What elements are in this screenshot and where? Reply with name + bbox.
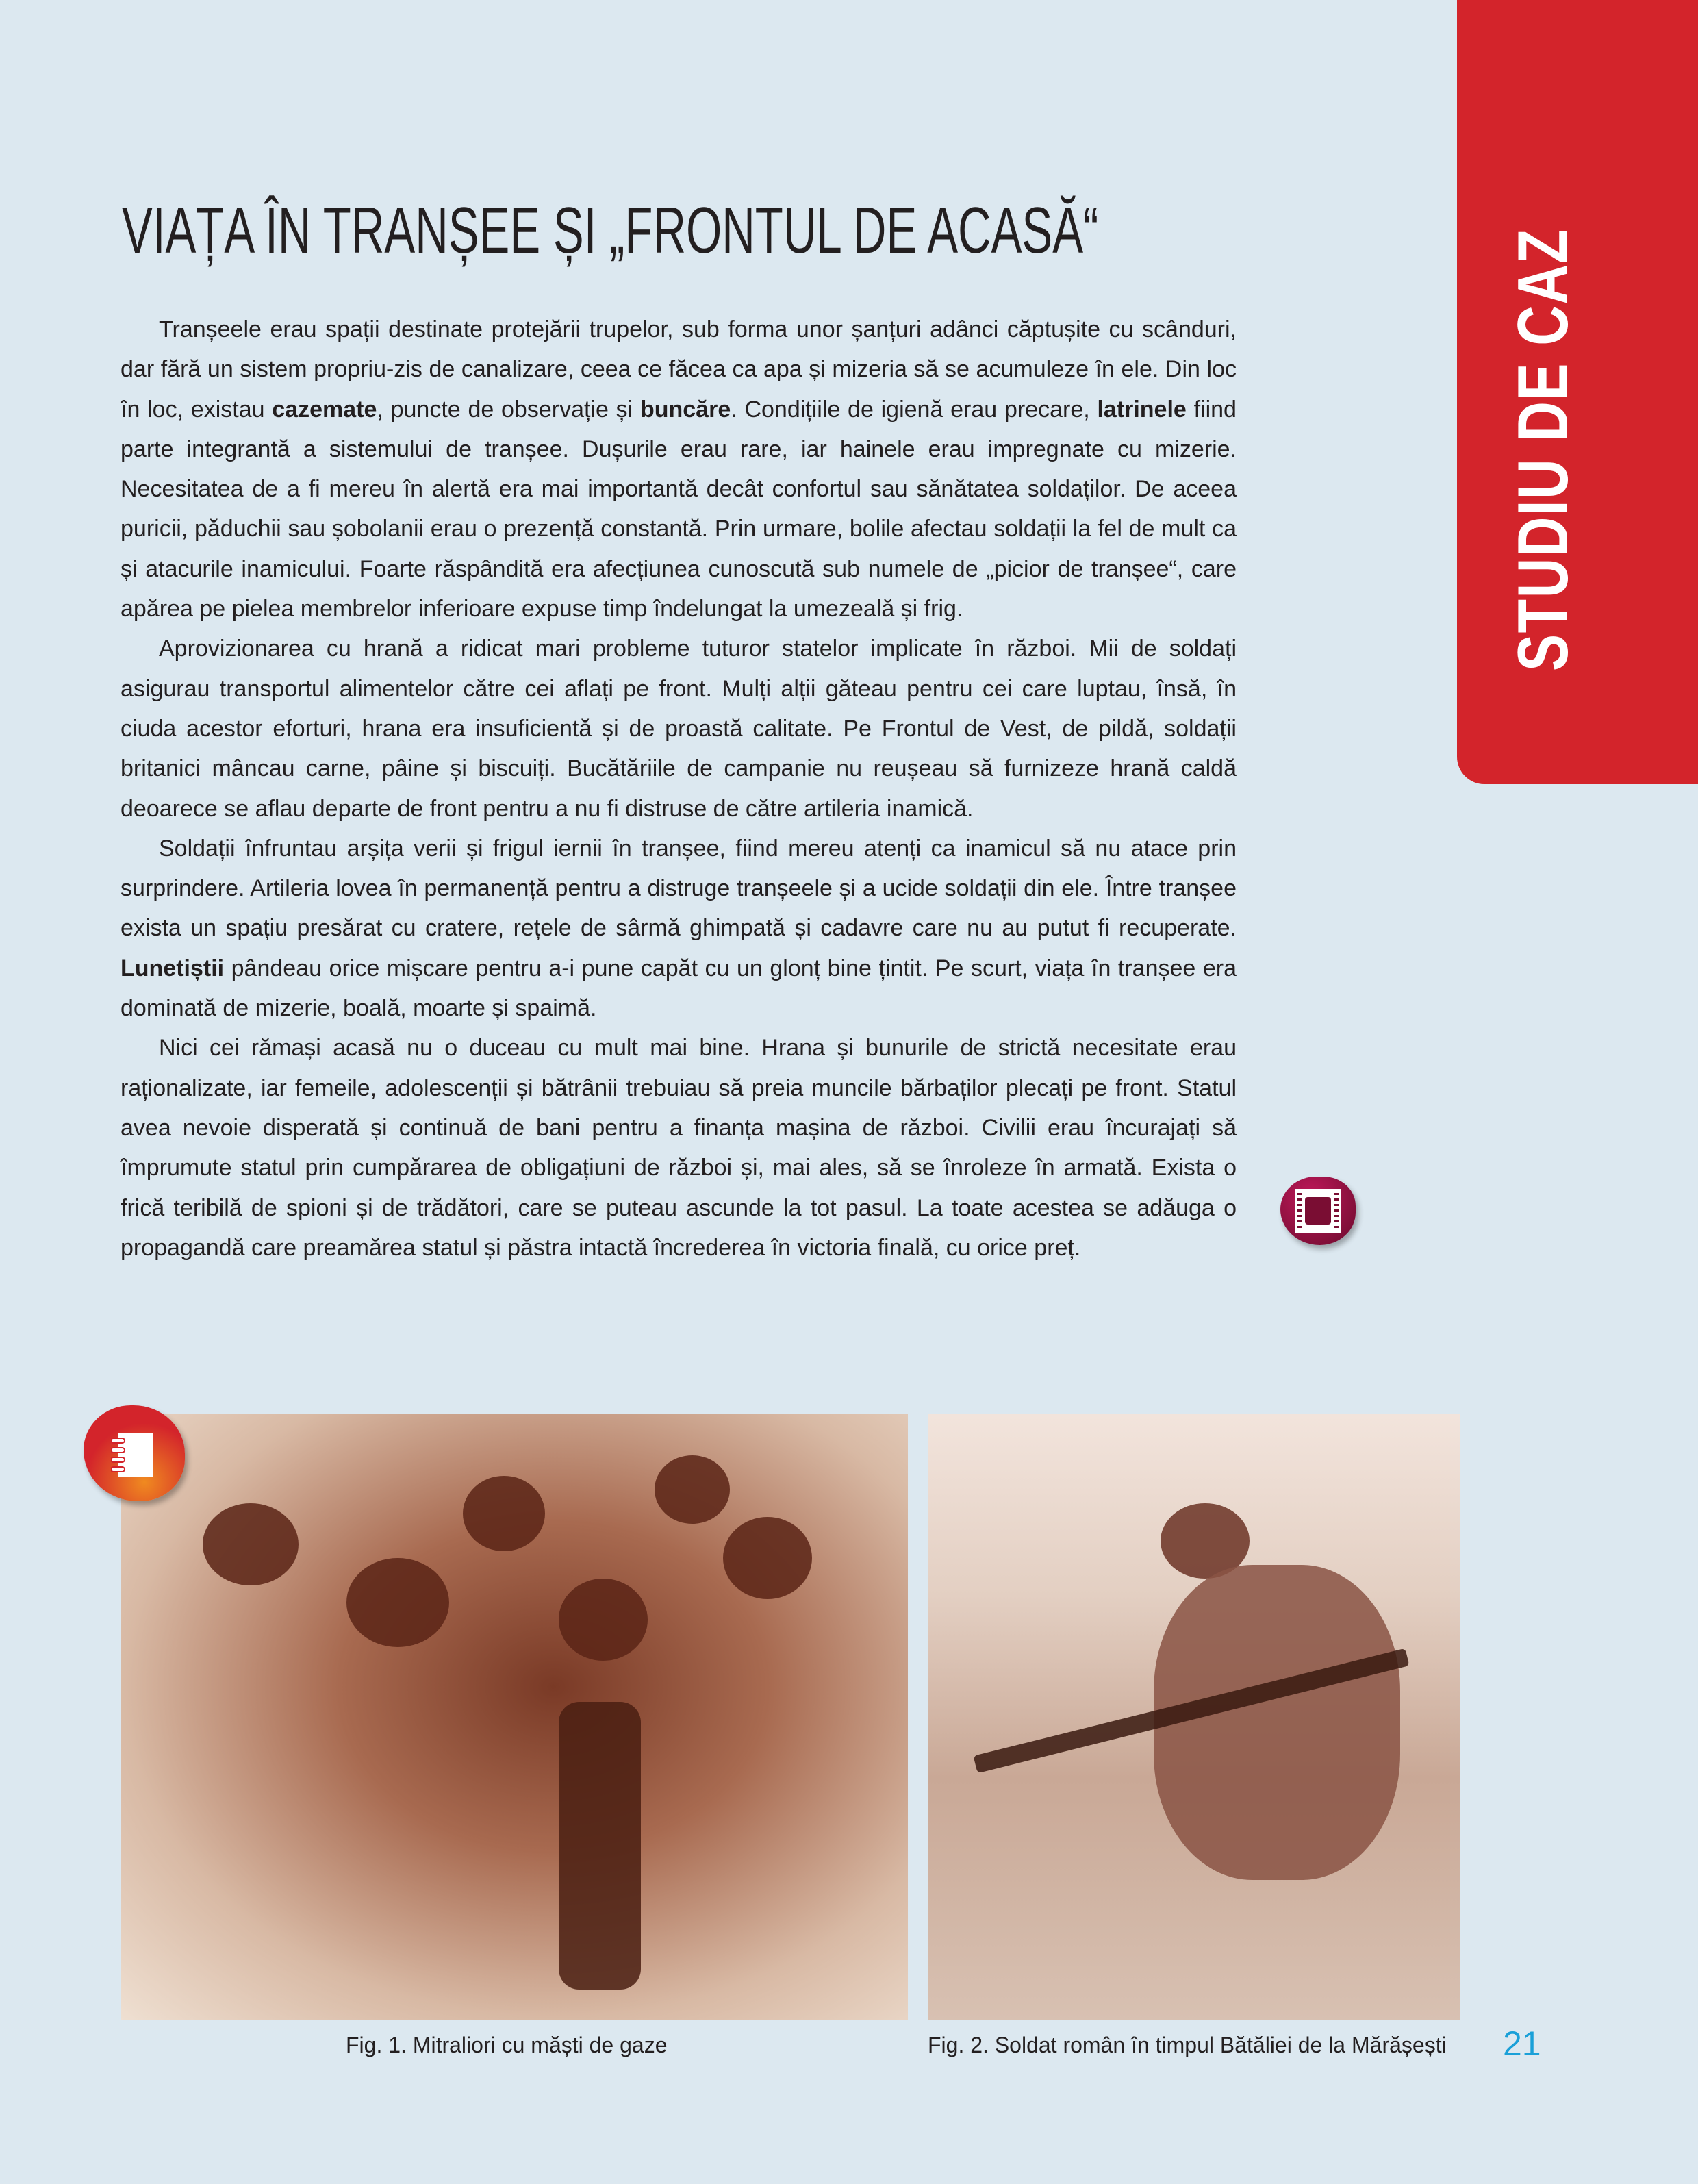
text-run: Aprovizionarea cu hrană a ridicat mari probleme tuturor statelor implicate în război. Mii de soldați asigurau transportul alimentelor către cei aflați pe front. Mulți alții găteau pentru cei care luptau, însă, în ciuda acestor eforturi, hrana era insuficientă și de proastă calitate. Pe Frontul de Vest, de pildă, soldații britanici mâncau carne, pâine și biscuiți. Bucătăriile de campanie nu reușeau să furnizeze hrană caldă deoarece se aflau departe de front pentru a nu fi distruse de către artileria inamică. (121, 636, 1237, 822)
text-run: Nici cei rămași acasă nu o duceau cu mult mai bine. Hrana și bunurile de strictă necesitate erau raționalizate, iar femeile, adolescenții și bătrânii trebuiau să preia muncile bărbaților plecați pe front. Statul avea nevoie disperată și continuă de bani pentru a finanța mașina de război. Civilii erau încurajați să împrumute statul prin cumpărarea de obligațiuni de război și, mai ales, să se înroleze în armată. Exista o frică teribilă de spioni și de trădători, care se puteau ascunde la tot pasul. La toate acestea se adăuga o propagandă care preamărea statul și păstra intactă încrederea în victoria finală, cu orice preț. (121, 1035, 1237, 1261)
bold-term: Lunetiștii (121, 955, 225, 981)
text-run: Tranșeele erau spații destinate protejării trupelor, sub forma unor șanțuri adânci căptușite cu scânduri, dar fără un sistem propriu-zis de canalizare, ceea ce făcea ca apa și mizeria să se acumuleze în ele. Din loc în loc, existau (121, 316, 1237, 423)
bold-term: buncăre (639, 396, 731, 423)
section-tab-label: STUDIU DE CAZ (1504, 228, 1583, 671)
figure-1-caption: Fig. 1. Mitraliori cu măști de gaze (346, 2033, 668, 2057)
paragraph (121, 1028, 1237, 1268)
bold-term: latrinele (1097, 396, 1187, 423)
text-run: Soldații înfruntau arșița verii și frigul iernii în tranșee, fiind mereu atenți ca inamicul să nu atace prin surprindere. Artileria lovea în permanență pentru a distruge tranșeele și a ucide soldații din ele. Între tranșee exista un spațiu presărat cu cratere, rețele de sârmă ghimpată și cadavre care nu au putut fi recuperate. (121, 835, 1237, 942)
notebook-icon[interactable] (84, 1405, 185, 1501)
paragraph (121, 310, 1237, 629)
article-body (121, 310, 1237, 1268)
paragraph (121, 829, 1237, 1028)
text-run: . Condițiile de igienă erau precare, (731, 396, 1098, 423)
film-icon[interactable] (1280, 1177, 1356, 1245)
figure-2-caption: Fig. 2. Soldat român în timpul Bătăliei de la Mărășești (928, 2033, 1447, 2057)
text-run: fiind parte integrantă a sistemului de tranșee. Dușurile erau rare, iar hainele erau impregnate cu mizerie. Necesitatea de a fi mereu în alertă era mai importantă decât confortul sau sănătatea soldaților. De aceea puricii, păduchii sau șobolanii erau o prezență constantă. Prin urmare, bolile afectau soldații la fel de mult ca și atacurile inamicului. Foarte răspândită era afecțiunea cunoscută sub numele de „picior de tranșee“, care apărea pe pielea membrelor inferioare expuse timp îndelungat la umezeală și frig. (121, 396, 1237, 623)
paragraph (121, 629, 1237, 828)
figure-1-photo (121, 1414, 908, 2020)
text-run: pândeau orice mișcare pentru a-i pune capăt cu un glonț bine țintit. Pe scurt, viața în tranșee era dominată de mizerie, boală, moarte și spaimă. (121, 955, 1237, 1022)
text-run: , puncte de observație și (377, 396, 640, 423)
bold-term: cazemate (272, 396, 377, 423)
figure-2-photo (928, 1414, 1460, 2020)
page-title: VIAȚA ÎN TRANȘEE ȘI „FRONTUL DE ACASĂ“ (122, 194, 1099, 267)
page-number: 21 (1503, 2024, 1541, 2063)
